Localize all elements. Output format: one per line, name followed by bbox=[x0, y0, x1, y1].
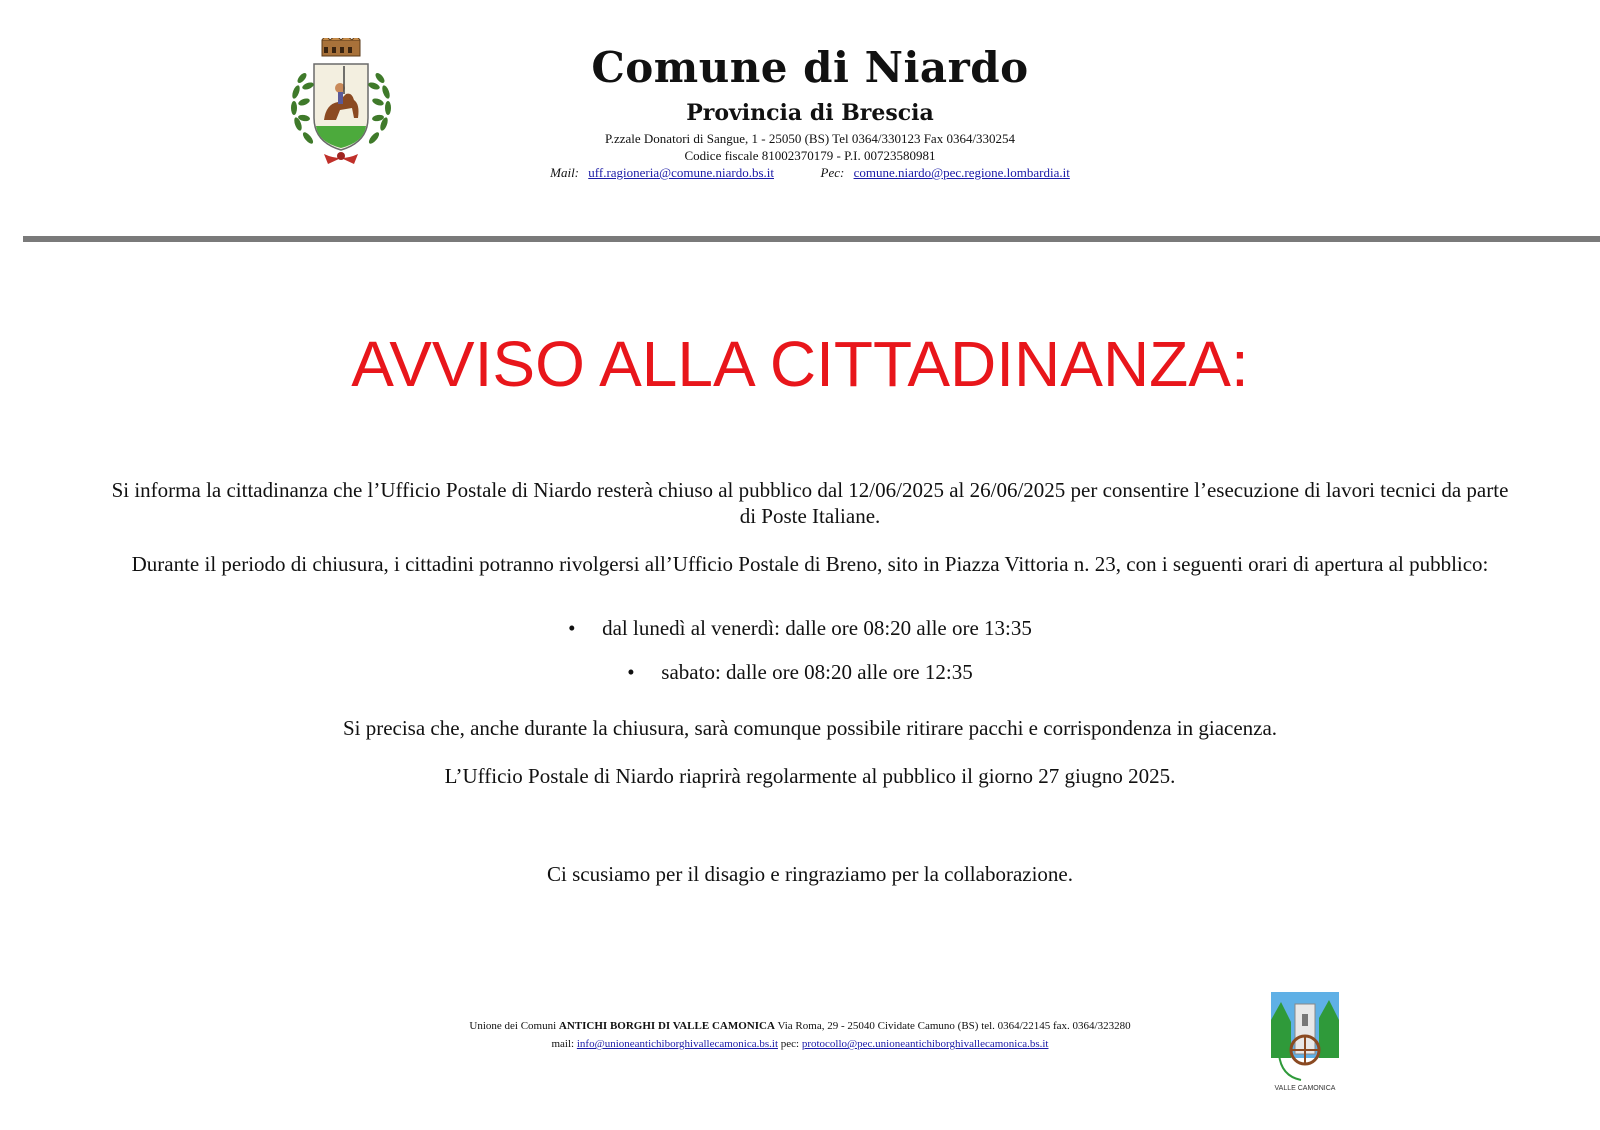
notice-paragraph-alternative: Durante il periodo di chiusura, i cittadini potranno rivolgersi all’Ufficio Postale di Breno, sito in Piazza Vittoria n. 23, con i seguenti orari di apertura al pubblico: bbox=[131, 552, 1489, 576]
province-subtitle: Provincia di Brescia bbox=[686, 100, 934, 126]
footer-pec-link[interactable]: protocollo@pec.unioneantichiborghivallecamonica.bs.it bbox=[801, 1038, 1049, 1050]
footer-contact-line bbox=[300, 1035, 1300, 1053]
footer-union-name: ANTICHI BORGHI DI VALLE CAMONICA bbox=[558, 1020, 775, 1032]
union-logo-text: VALLE CAMONICA bbox=[1274, 1085, 1336, 1092]
pec-link[interactable]: comune.niardo@pec.regione.lombardia.it bbox=[853, 165, 1070, 180]
notice-paragraph-parcels: Si precisa che, anche durante la chiusura, sarà comunque possibile ritirare pacchi e corrispondenza in giacenza. bbox=[342, 716, 1278, 740]
mail-label: Mail: bbox=[550, 165, 580, 180]
footer-mail-label: mail: bbox=[551, 1038, 575, 1050]
list-item: • dal lunedì al venerdì: dalle ore 08:20 alle ore 13:35 bbox=[568, 616, 1032, 640]
contact-row bbox=[420, 164, 1200, 182]
footer-union-address: Via Roma, 29 - 25040 Cividate Camuno (BS) tel. 0364/22145 fax. 0364/323280 bbox=[777, 1020, 1131, 1032]
footer-prefix: Unione dei Comuni bbox=[469, 1020, 557, 1032]
union-logo-icon bbox=[1271, 992, 1339, 1092]
notice-paragraph-apology: Ci scusiamo per il disagio e ringraziamo per la collaborazione. bbox=[547, 862, 1073, 886]
hours-weekdays: dal lunedì al venerdì: dalle ore 08:20 alle ore 13:35 bbox=[602, 616, 1032, 640]
address-line: P.zzale Donatori di Sangue, 1 - 25050 (BS) Tel 0364/330123 Fax 0364/330254 bbox=[604, 131, 1016, 146]
footer-union-line bbox=[300, 1017, 1300, 1035]
mail-link[interactable]: uff.ragioneria@comune.niardo.bs.it bbox=[588, 165, 774, 180]
page-title: Comune di Niardo bbox=[591, 43, 1029, 92]
hours-saturday: sabato: dalle ore 08:20 alle ore 12:35 bbox=[661, 660, 973, 684]
footer-mail-link[interactable]: info@unioneantichiborghivallecamonica.bs.it bbox=[576, 1038, 778, 1050]
letterhead bbox=[420, 40, 1200, 182]
footer-pec-label: pec: bbox=[780, 1038, 800, 1050]
notice-paragraph-closure: Si informa la cittadinanza che l’Ufficio Postale di Niardo resterà chiuso al pubblico dal 12/06/2025 al 26/06/2025 per consentire l’esecuzione di lavori tecnici da parte di Poste Italiane. bbox=[111, 478, 1509, 528]
list-item: • sabato: dalle ore 08:20 alle ore 12:35 bbox=[627, 660, 973, 684]
footer bbox=[300, 1017, 1300, 1053]
pec-label: Pec: bbox=[820, 165, 845, 180]
notice-paragraph-reopening: L’Ufficio Postale di Niardo riaprirà regolarmente al pubblico il giorno 27 giugno 2025. bbox=[444, 764, 1176, 788]
notice-heading: AVVISO ALLA CITTADINANZA: bbox=[351, 328, 1249, 400]
fiscal-code-line: Codice fiscale 81002370179 - P.I. 00723580981 bbox=[684, 148, 936, 163]
municipal-coat-of-arms-icon bbox=[280, 38, 402, 172]
header-divider bbox=[23, 236, 1600, 242]
